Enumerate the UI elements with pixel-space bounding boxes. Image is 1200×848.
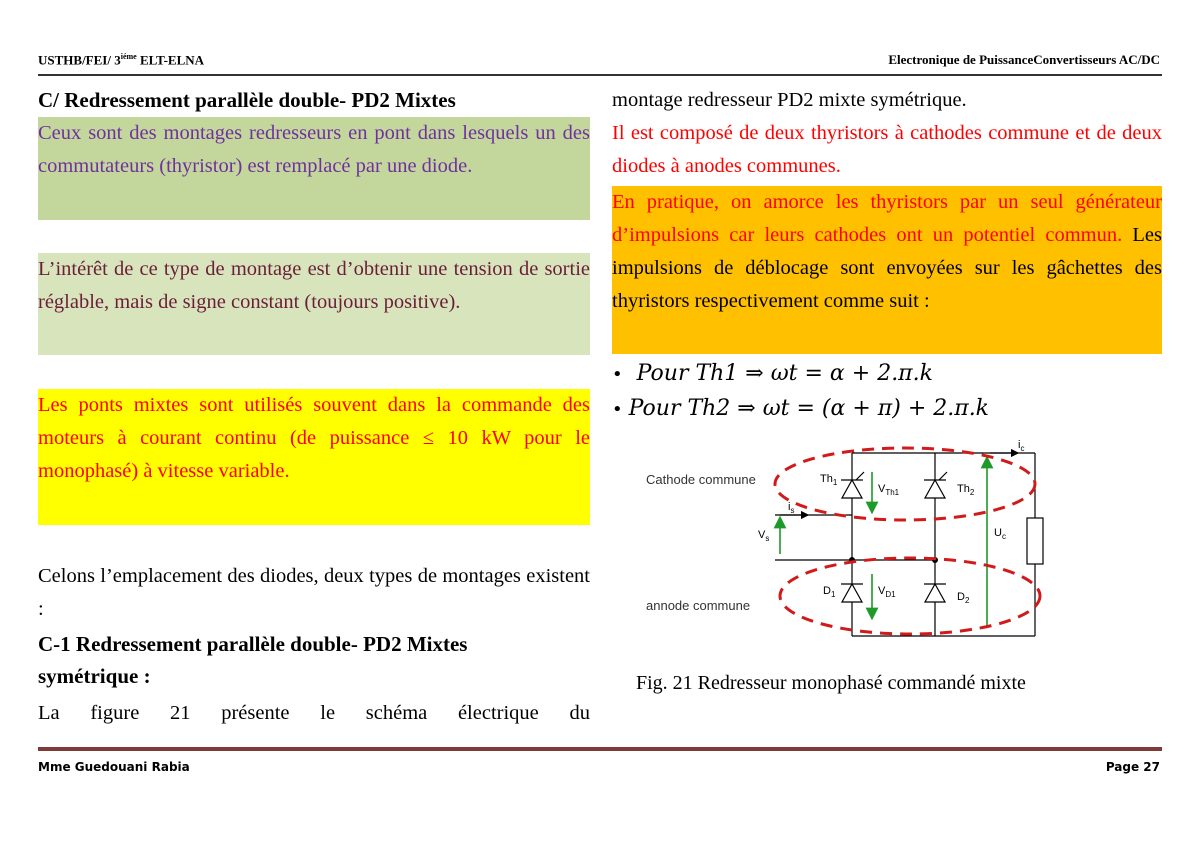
- label-th2: $Th_2$: [957, 483, 975, 497]
- footer-page-number: Page 27: [1105, 760, 1160, 774]
- header-divider: [38, 74, 1162, 76]
- label-d1: $D_1$: [823, 585, 836, 599]
- label-ic: $i_c$: [1018, 439, 1025, 453]
- header-right: Electronique de PuissanceConvertisseurs AC/DC: [888, 52, 1160, 67]
- circuit-diagram: [630, 436, 1060, 646]
- para-figure-intro: La figure 21 présente le schéma électrique du: [38, 702, 590, 724]
- heading-c1: C-1 Redressement parallèle double- PD2 Mixtes symétrique :: [38, 632, 468, 688]
- label-th1: $Th_1$: [820, 473, 838, 487]
- para-definition: Ceux sont des montages redresseurs en pont dans lesquels un des commutateurs (thyristor) est remplacé par une diode.: [38, 117, 590, 220]
- para-types: Celons l’emplacement des diodes, deux types de montages existent :: [38, 565, 590, 620]
- circuit-wires: [775, 453, 1035, 636]
- label-uc: $U_c$: [994, 527, 1006, 541]
- formula-th1: • Pour Th1 ⇒ ωt = α + 2.π.k: [612, 361, 933, 386]
- para-composition: Il est composé de deux thyristors à cathodes commune et de deux diodes à anodes communes.: [612, 122, 1162, 177]
- label-vd1: $V_{D1}$: [878, 585, 896, 599]
- label-vth1: $V_{Th1}$: [878, 483, 900, 497]
- diode-d2: [924, 584, 946, 602]
- load-resistor: [1027, 518, 1043, 564]
- header-left: USTHB/FEI/ $3^{iéme}$ ELT-ELNA: [38, 52, 205, 68]
- para-pratique: En pratique, on amorce les thyristors par un seul générateur d’impulsions car leurs cathodes ont un potentiel commun. Les impulsions de déblocage sont envoyées sur les gâchettes des thyristors respectivement comme suit :: [612, 186, 1162, 354]
- diode-d1: [841, 584, 863, 602]
- label-anode-commune: annode commune: [646, 598, 751, 613]
- cathode-commune-ellipse: [775, 448, 1035, 520]
- label-vs: $V_s$: [758, 529, 770, 543]
- footer-author: Mme Guedouani Rabia: [38, 760, 190, 774]
- anode-commune-ellipse: [780, 558, 1040, 634]
- label-d2: $D_2$: [957, 591, 970, 605]
- para-interest: L’intérêt de ce type de montage est d’obtenir une tension de sortie réglable, mais de signe constant (toujours positive).: [38, 253, 590, 355]
- formula-th2: • Pour Th2 ⇒ ωt = (α + π) + 2.π.k: [612, 396, 990, 421]
- label-is: $i_s$: [788, 501, 795, 515]
- figure-caption: Fig. 21 Redresseur monophasé commandé mixte: [636, 672, 1026, 694]
- footer-divider: [38, 747, 1162, 751]
- para-usage: Les ponts mixtes sont utilisés souvent dans la commande des moteurs à courant continu (de puissance ≤ 10 kW pour le monophasé) à vitesse variable.: [38, 389, 590, 525]
- para-montage: montage redresseur PD2 mixte symétrique.: [612, 89, 967, 111]
- label-cathode-commune: Cathode commune: [646, 472, 756, 487]
- heading-c: C/ Redressement parallèle double- PD2 Mixtes: [38, 88, 456, 112]
